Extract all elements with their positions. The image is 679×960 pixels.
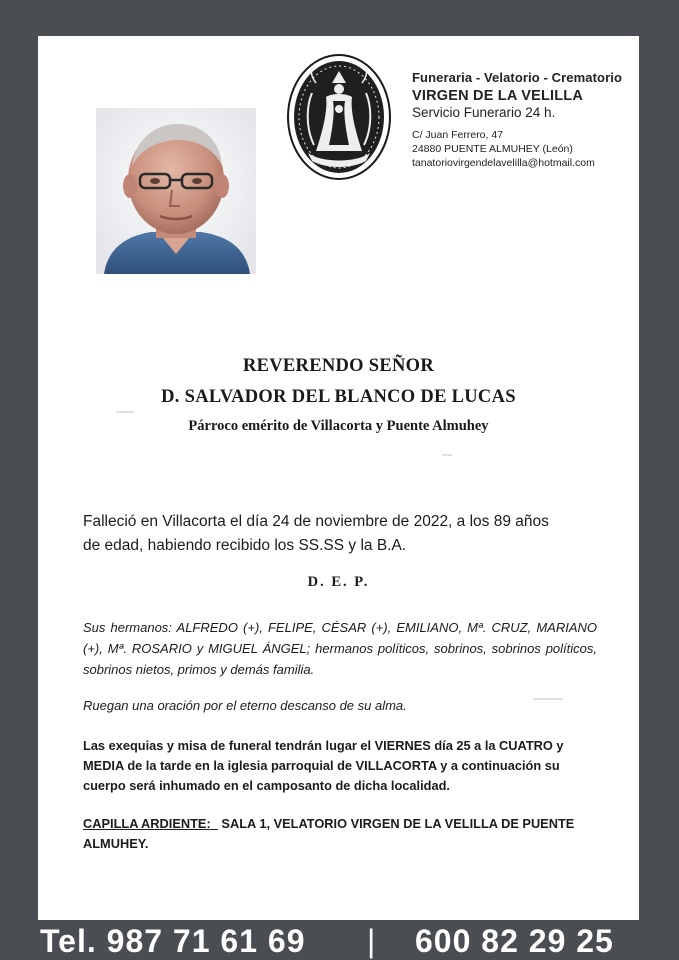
deceased-photo <box>96 108 256 274</box>
deceased-role: Párroco emérito de Villacorta y Puente Almuhey <box>188 418 489 434</box>
services-line: Funeraria - Velatorio - Crematorio <box>412 70 623 85</box>
phone-bar <box>0 922 679 960</box>
honorific: REVERENDO SEÑOR <box>242 356 435 376</box>
address-street: C/ Juan Ferrero, 47 <box>412 129 504 141</box>
phone-separator: | <box>367 923 377 959</box>
portrait-photo <box>96 108 256 274</box>
prayer-request: Ruegan una oración por el eterno descanso de su alma. <box>83 698 407 713</box>
obituary-sheet <box>38 36 639 920</box>
chapel-info <box>83 814 603 854</box>
phone-number-2[interactable]: 600 82 29 25 <box>415 923 614 959</box>
death-notice-line-2: de edad, habiendo recibido los SS.SS y la B.A. <box>83 537 407 554</box>
virgin-medallion-icon <box>286 53 392 181</box>
death-notice-line-1: Falleció en Villacorta el día 24 de noviembre de 2022, a los 89 años <box>83 513 549 530</box>
address-city: 24880 PUENTE ALMUHEY (León) <box>412 143 573 155</box>
phone-number-1[interactable]: Tel. 987 71 61 69 <box>40 923 306 959</box>
chapel-underline-gap <box>211 816 218 831</box>
chapel-value: SALA 1, VELATORIO VIRGEN DE LA VELILLA DE PUENTE ALMUHEY. <box>83 816 575 851</box>
email-address: tanatoriovirgendelavelilla@hotmail.com <box>412 157 595 169</box>
emblem-medallion <box>286 53 392 181</box>
business-name: VIRGEN DE LA VELILLA <box>412 88 584 104</box>
relatives-paragraph: Sus hermanos: ALFREDO (+), FELIPE, CÉSAR (+), EMILIANO, Mª. CRUZ, MARIANO (+), Mª. ROSARIO y MIGUEL ÁNGEL; hermanos políticos, sobrinos, sobrinos políticos, sobrinos nietos, primos y demás familia. <box>83 620 597 677</box>
deceased-title-block <box>38 356 639 435</box>
dep-abbreviation: D. E. P. <box>307 574 370 590</box>
chapel-label: CAPILLA ARDIENTE: <box>83 816 211 831</box>
address-block <box>412 128 632 170</box>
funeral-home-header <box>412 70 632 170</box>
scan-speck <box>116 411 134 413</box>
death-notice <box>83 510 613 558</box>
service-hours: Servicio Funerario 24 h. <box>412 105 556 120</box>
scan-speck <box>442 454 452 456</box>
funeral-details: Las exequias y misa de funeral tendrán lugar el VIERNES día 25 a la CUATRO y MEDIA de la tarde en la iglesia parroquial de VILLACORTA y a continuación su cuerpo será inhumado en el camposanto de dicha localidad. <box>83 738 564 793</box>
scan-speck <box>533 698 563 700</box>
deceased-name: D. SALVADOR DEL BLANCO DE LUCAS <box>161 387 516 407</box>
